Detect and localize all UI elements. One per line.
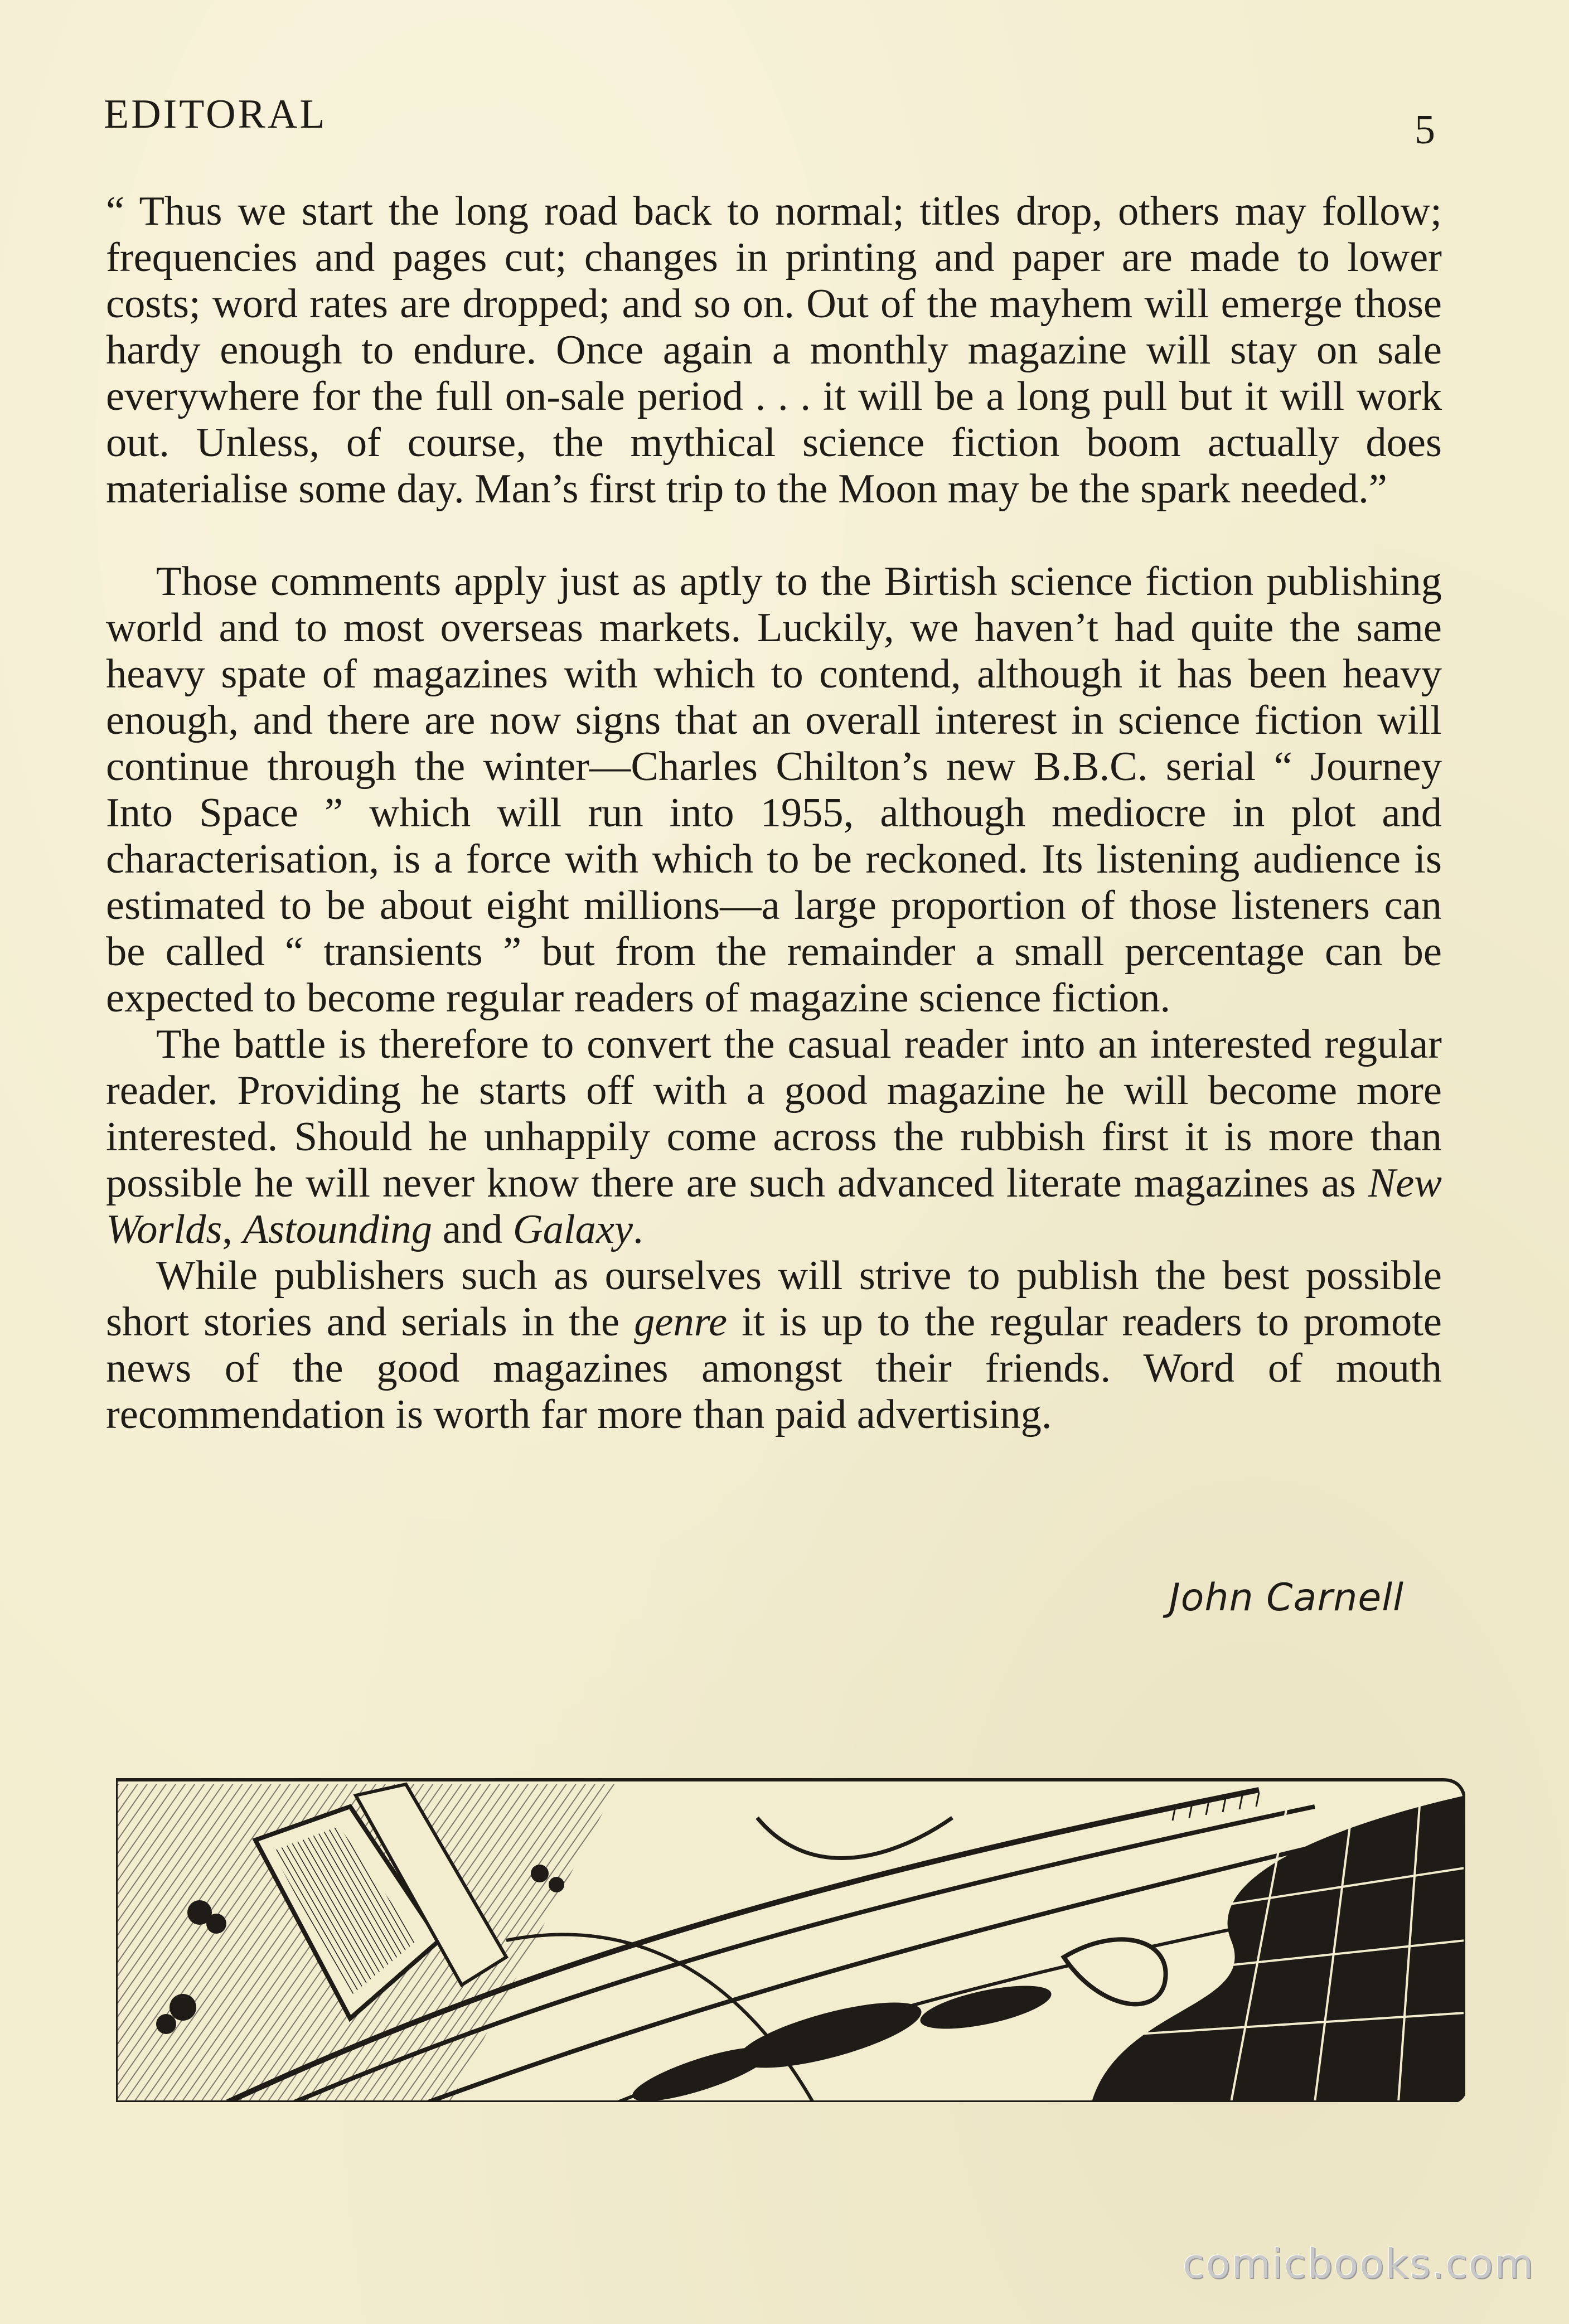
paragraph-3-text-b: it is up to the regular readers to promote news of the good magazines amongst their friends. Word of mouth recommendation is worth far more than paid advertising. <box>106 1299 1442 1437</box>
running-head: EDITORAL <box>104 91 327 137</box>
paragraph-1: Those comments apply just as aptly to the Birtish science fiction publishing world and to most overseas markets. Luckily, we haven’t had quite the same heavy spate of magazines with which to contend, although it has been heavy enough, and there are now signs that an overall interest in science fiction will continue through the winter—Charles Chilton’s new B.B.C. serial “ Journey Into Space ” which will run into 1955, although mediocre in plot and characterisation, is a force with which to be reckoned. Its listening audience is estimated to be about eight millions—a large proportion of those listeners can be called “ transients ” but from the remainder a small percentage can be expected to become regular readers of magazine science fiction. <box>106 559 1442 1021</box>
magazine-title-galaxy: Galaxy <box>512 1207 633 1252</box>
period: . <box>633 1207 643 1252</box>
separator: , <box>222 1207 243 1252</box>
watermark: comicbooks.com <box>1182 2240 1534 2287</box>
page-number: 5 <box>1415 107 1435 153</box>
paragraph-2 <box>106 1021 1442 1253</box>
paragraph-3-text-a: While publishers such as ourselves will strive to publish the best possible short stories and serials in the <box>106 1253 1442 1345</box>
editorial-body <box>106 188 1442 1438</box>
magazine-title-astounding: Astounding <box>243 1207 433 1252</box>
paragraph-2-text: The battle is therefore to convert the casual reader into an interested regular reader. Providing he starts off with a good magazine he will become more interested. Should he unhappily come across the rubbish first it is more than possible he will never know there are such advanced literate magazines as <box>106 1021 1442 1206</box>
separator: and <box>432 1207 513 1252</box>
paragraph-3 <box>106 1253 1442 1438</box>
author-signature: John Carnell <box>1169 1576 1404 1620</box>
quoted-paragraph: “ Thus we start the long road back to normal; titles drop, others may follow; frequencies and pages cut; changes in printing and paper are made to lower costs; word rates are dropped; and so on. Out of the mayhem will emerge those hardy enough to endure. Once again a monthly magazine will stay on sale everywhere for the full on-sale period . . . it will be a long pull but it will work out. Unless, of course, the mythical science fiction boom actually does materialise some day. Man’s first trip to the Moon may be the spark needed.” <box>106 188 1442 512</box>
futuristic-city-illustration <box>116 1773 1465 2102</box>
genre-word: genre <box>634 1299 728 1345</box>
magazine-title-new-worlds: New Worlds <box>106 1160 1442 1252</box>
